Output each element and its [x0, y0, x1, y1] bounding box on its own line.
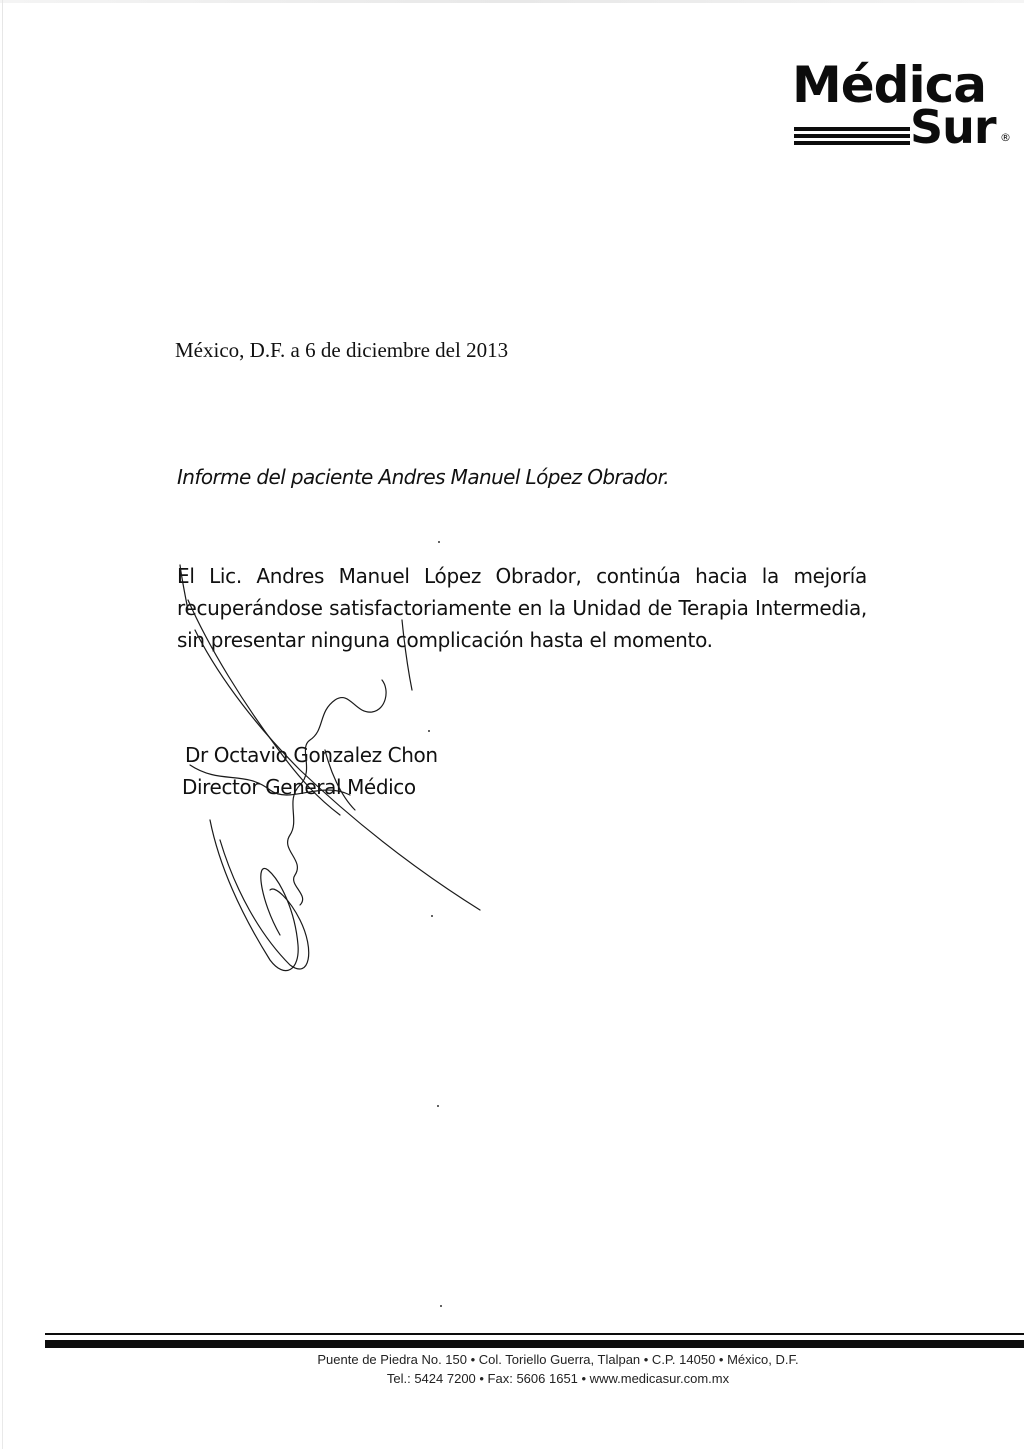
footer-address: Puente de Piedra No. 150 • Col. Toriello Guerra, Tlalpan • C.P. 14050 • México, D.F. [317, 1352, 799, 1367]
logo-name-bottom: Sur [910, 100, 996, 154]
footer-contact: Tel.: 5424 7200 • Fax: 5606 1651 • www.medicasur.com.mx [386, 1371, 730, 1386]
scan-edge-top [0, 0, 1024, 3]
medica-sur-logo [790, 58, 1014, 152]
report-body: El Lic. Andres Manuel López Obrador, continúa hacia la mejoría recuperándose satisfactoriamente en la Unidad de Terapia Intermedia, sin presentar ninguna complicación hasta el momento. [177, 564, 867, 652]
signer-title: Director General Médico [182, 775, 416, 799]
scan-edge-left [2, 0, 3, 1449]
signer-name: Dr Octavio Gonzalez Chon [185, 743, 438, 767]
logo-bars [794, 127, 910, 147]
scan-speck [438, 541, 440, 543]
scan-speck [440, 1305, 442, 1307]
scan-speck [437, 1105, 439, 1107]
registered-mark: ® [1000, 131, 1011, 144]
scan-speck [431, 915, 433, 917]
footer-rule-thick [45, 1340, 1024, 1348]
scan-speck [428, 730, 430, 732]
report-title: Informe del paciente Andres Manuel López Obrador. [177, 465, 669, 489]
logo-name-top: Médica [792, 56, 986, 114]
date-line: México, D.F. a 6 de diciembre del 2013 [175, 338, 509, 362]
footer-rule-thin [45, 1333, 1024, 1335]
